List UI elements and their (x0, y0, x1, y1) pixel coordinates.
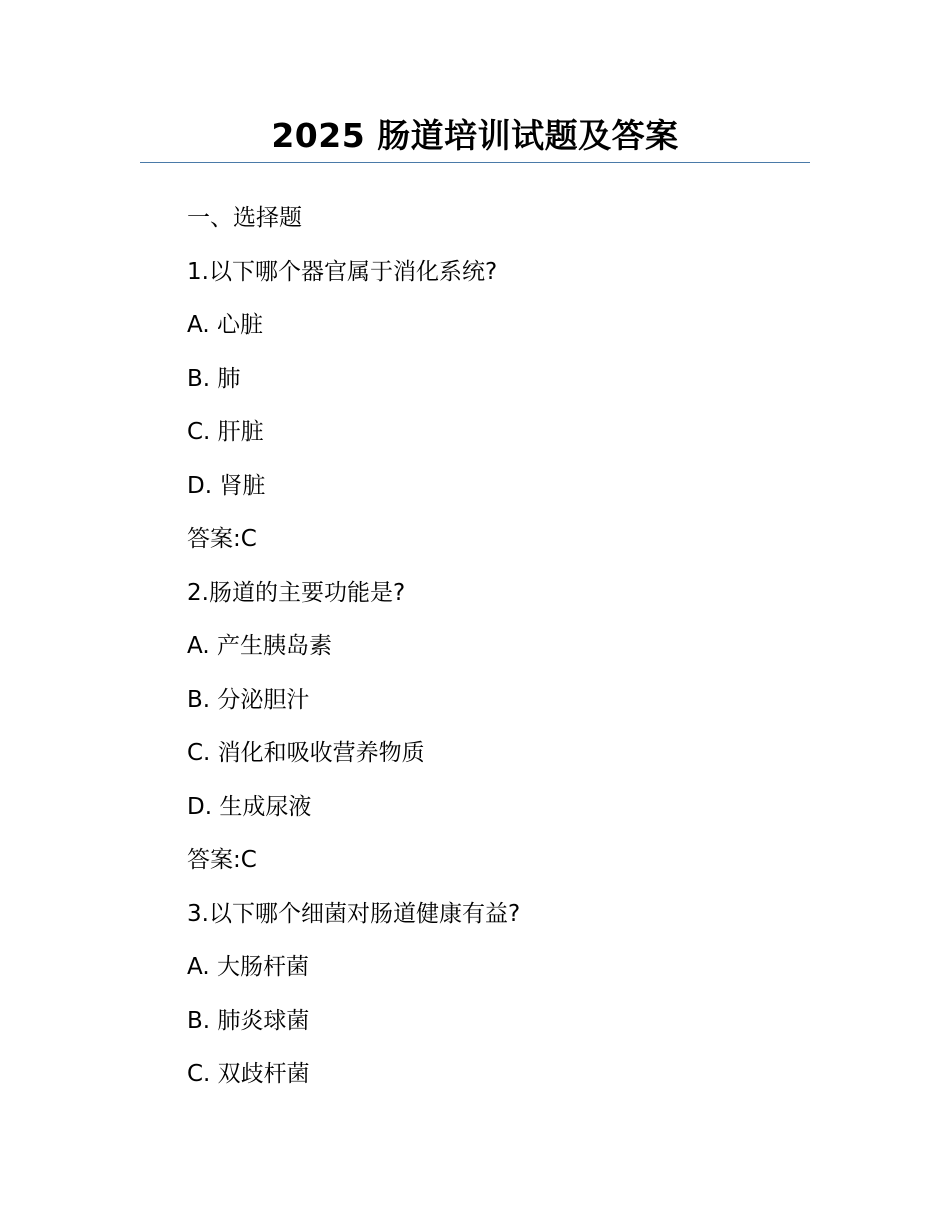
question-1-answer: 答案:C (187, 526, 257, 552)
question-1-option-c: C. 肝脏 (187, 419, 264, 445)
question-2-option-b: B. 分泌胆汁 (187, 686, 310, 713)
question-3: 3.以下哪个细菌对肠道健康有益? (187, 900, 521, 927)
document-body (187, 192, 787, 1102)
section-heading: 一、选择题 (187, 205, 302, 231)
question-1-option-d: D. 肾脏 (187, 472, 266, 499)
question-2-option-a: A. 产生胰岛素 (187, 633, 332, 659)
question-2-option-c: C. 消化和吸收营养物质 (187, 740, 425, 766)
question-1-option-b: B. 肺 (187, 365, 241, 392)
question-2: 2.肠道的主要功能是? (187, 579, 406, 606)
question-3-option-c: C. 双歧杆菌 (187, 1061, 310, 1087)
question-1-option-a: A. 心脏 (187, 312, 263, 338)
question-3-option-a: A. 大肠杆菌 (187, 954, 309, 980)
page-title: 2025 肠道培训试题及答案 (271, 116, 679, 155)
title-underline (140, 162, 810, 163)
question-2-option-d: D. 生成尿液 (187, 793, 312, 820)
question-2-answer: 答案:C (187, 847, 257, 873)
question-1: 1.以下哪个器官属于消化系统? (187, 258, 498, 285)
question-3-option-b: B. 肺炎球菌 (187, 1007, 310, 1034)
